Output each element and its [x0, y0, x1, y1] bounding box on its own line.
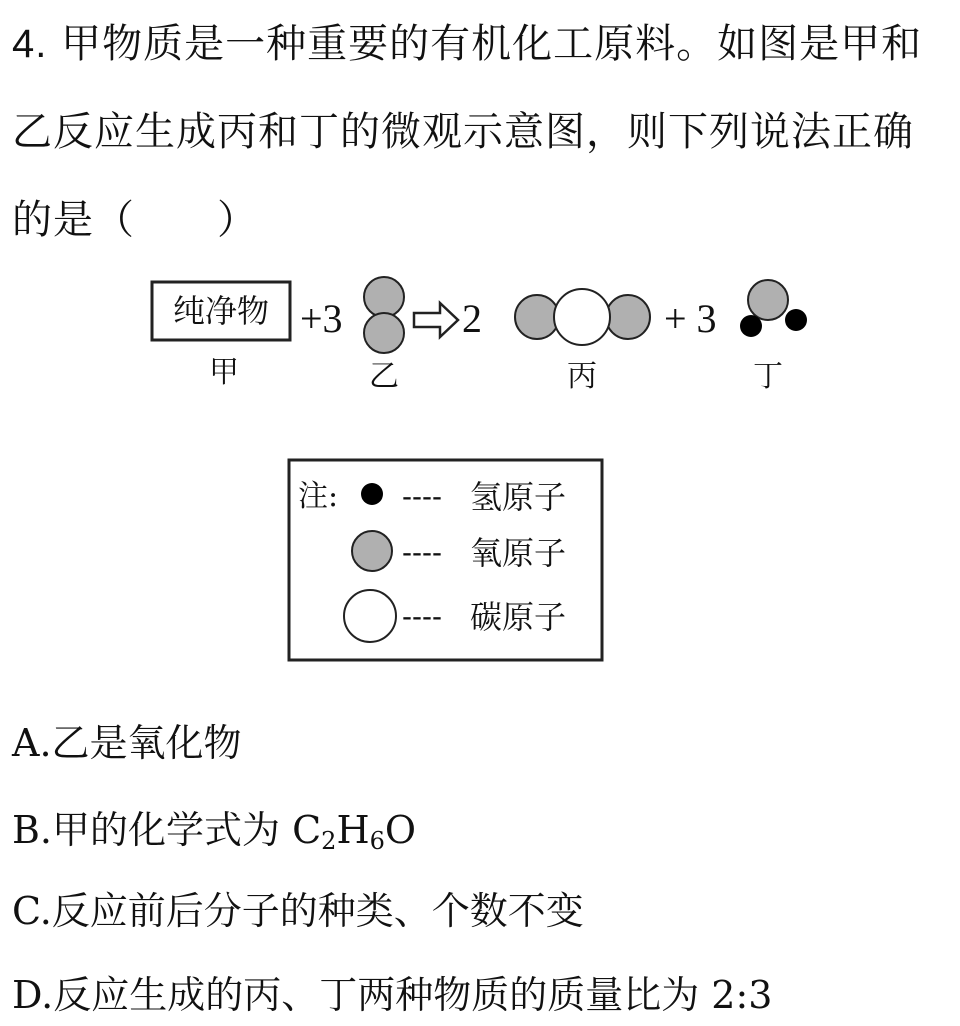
- legend-label-oxygen: 氧原子: [470, 534, 567, 572]
- option-b-text: B.甲的化学式为: [12, 808, 293, 852]
- coef-bing: 2: [462, 296, 482, 341]
- formula-h: H: [336, 808, 370, 852]
- option-a: A.乙是氧化物: [12, 721, 242, 765]
- legend-label-carbon: 碳原子: [470, 598, 567, 636]
- bing-carbon-atom: [554, 289, 610, 345]
- ding-hydrogen-atom-left: [740, 315, 762, 337]
- legend-oxygen-icon: [352, 531, 392, 571]
- legend-dash-hydrogen: ----: [402, 480, 442, 513]
- formula-c: C: [292, 808, 322, 852]
- bing-oxygen-atom-right: [606, 295, 650, 339]
- label-yi: 乙: [369, 359, 399, 394]
- question-number: 4.: [12, 22, 48, 66]
- option-c: C.反应前后分子的种类、个数不变: [12, 889, 584, 933]
- formula-o: O: [384, 808, 417, 852]
- jia-box-label: 纯净物: [172, 292, 270, 330]
- legend-dash-carbon: ----: [402, 600, 442, 633]
- label-ding: 丁: [753, 359, 783, 394]
- legend-carbon-icon: [344, 590, 396, 642]
- ding-oxygen-atom: [748, 280, 788, 320]
- legend-hydrogen-icon: [361, 483, 383, 505]
- option-b: [12, 805, 416, 866]
- yi-oxygen-atom-bottom: [364, 313, 404, 353]
- option-d: D.反应生成的丙、丁两种物质的质量比为 2:3: [12, 973, 773, 1017]
- reaction-arrow-icon: [414, 303, 458, 337]
- reaction-diagram-svg: [0, 240, 960, 670]
- yi-oxygen-atom-top: [364, 277, 404, 317]
- coef-ding: + 3: [664, 296, 717, 341]
- legend-title: 注:: [298, 479, 339, 514]
- bing-oxygen-atom-left: [515, 295, 559, 339]
- formula-c-subscript: 2: [321, 827, 337, 855]
- label-bing: 丙: [567, 359, 597, 394]
- legend-dash-oxygen: ----: [402, 536, 442, 569]
- question-text: 甲物质是一种重要的有机化工原料。如图是甲和乙反应生成丙和丁的微观示意图，则下列说法正确的是（ ）: [12, 21, 923, 243]
- question-stem: [12, 0, 952, 264]
- ding-hydrogen-atom-right: [785, 309, 807, 331]
- label-jia: 甲: [209, 355, 239, 390]
- legend-label-hydrogen: 氢原子: [470, 478, 567, 516]
- coef-yi: +3: [300, 296, 343, 341]
- formula-h-subscript: 6: [369, 827, 385, 855]
- reaction-diagram: [0, 240, 960, 670]
